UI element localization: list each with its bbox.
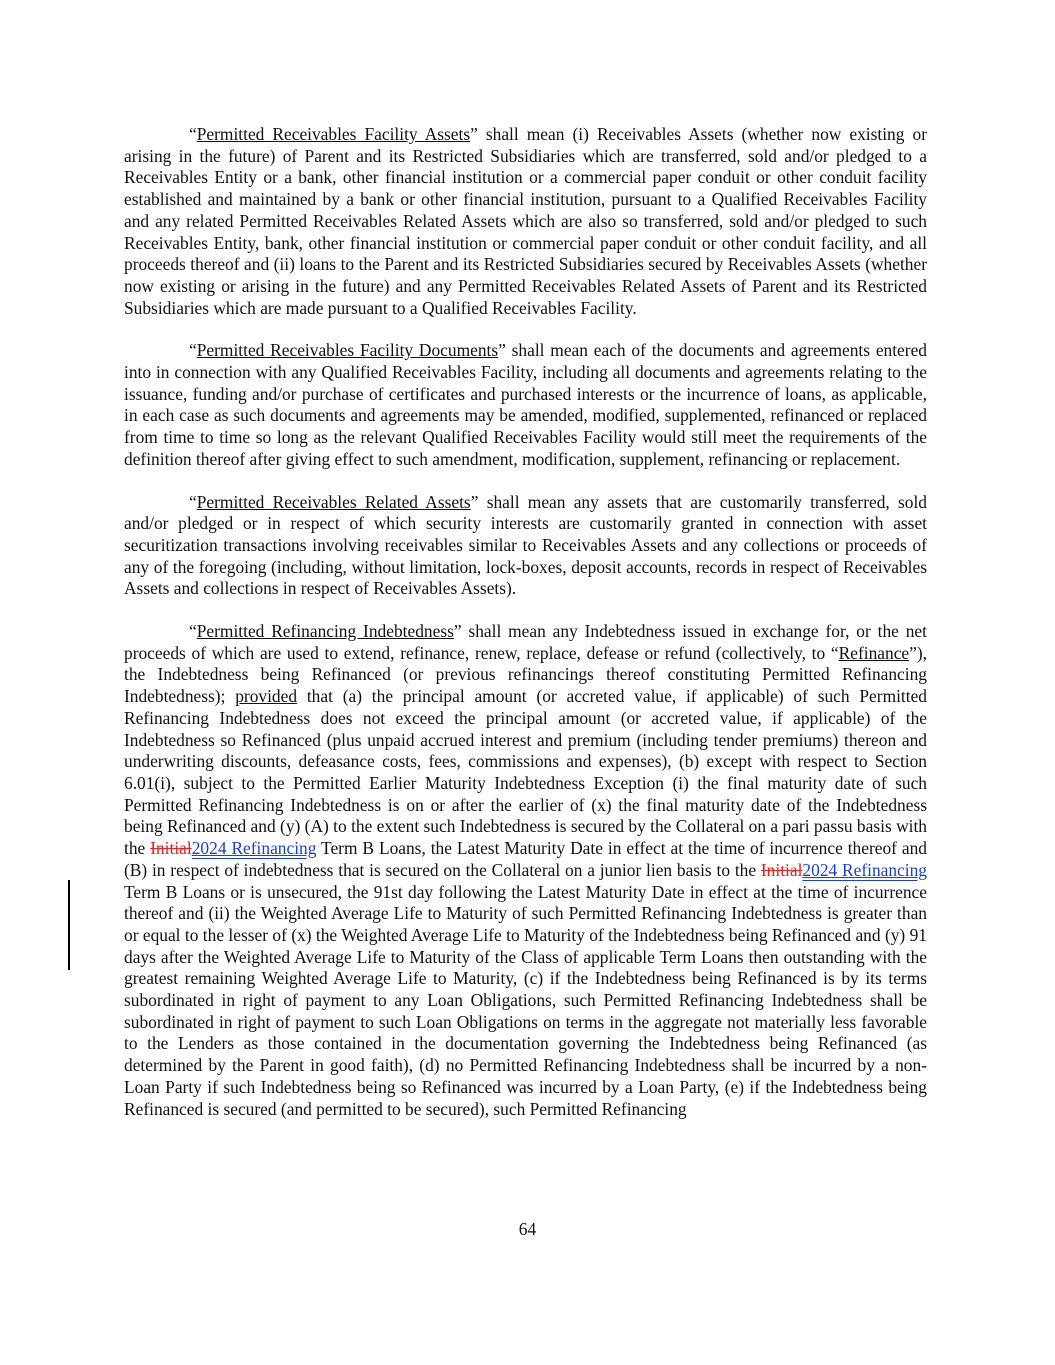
- deleted-text: Initial: [150, 838, 192, 859]
- defined-term: Permitted Receivables Facility Documents: [196, 340, 499, 361]
- defined-term: Permitted Receivables Related Assets: [196, 491, 471, 512]
- defined-term-refinance: Refinance: [838, 642, 910, 663]
- provided-term: provided: [235, 686, 298, 707]
- inserted-text: 2024 Refinancing: [191, 838, 317, 859]
- definition-paragraph-refinancing: [124, 621, 927, 1120]
- open-quote: “: [189, 124, 197, 144]
- open-quote: “: [189, 340, 197, 361]
- definition-text: ” shall mean (i) Receivables Assets (whether now existing or arising in the future) of Parent and its Restricted Subsidiaries which are transferred, sold and/or pledged to a Receivables Entity or a bank, other financial institution or a commercial paper conduit or other conduit facility established and maintained by a bank or other financial institution, pursuant to a Qualified Receivables Facility and any related Permitted Receivables Related Assets which are also so transferred, sold and/or pledged to such Receivables Entity, bank, other financial institution or commercial paper conduit or other conduit facility, and all proceeds thereof and (ii) loans to the Parent and its Restricted Subsidiaries secured by Receivables Assets (whether now existing or arising in the future) and any Permitted Receivables Related Assets of Parent and its Restricted Subsidiaries which are made pursuant to a Qualified Receivables Facility.: [124, 124, 927, 318]
- deleted-text: Initial: [760, 859, 803, 880]
- definition-text: ”), the Indebtedness being Refinanced (or previous refinancings thereof constituting Permitted Refinancing Indebtedness);: [124, 642, 927, 707]
- open-quote: “: [189, 621, 197, 642]
- definition-text: Term B Loans, the Latest Maturity Date in effect at the time of incurrence thereof and (B) in respect of indebtedness that is secured on the Collateral on a junior lien basis to the: [124, 838, 927, 880]
- revision-change-bar: [68, 880, 70, 970]
- defined-term: Permitted Refinancing Indebtedness: [196, 621, 454, 642]
- definition-text: Term B Loans or is unsecured, the 91st day following the Latest Maturity Date in effect at the time of incurrence thereof and (ii) the Weighted Average Life to Maturity of such Permitted Refinancing Indebtedness is greater than or equal to the lesser of (x) the Weighted Average Life to Maturity of the Indebtedness being Refinanced and (y) 91 days after the Weighted Average Life to Maturity of the Class of applicable Term Loans then outstanding with the greatest remaining Weighted Average Life to Maturity, (c) if the Indebtedness being Refinanced is by its terms subordinated in right of payment to any Loan Obligations, such Permitted Refinancing Indebtedness shall be subordinated in right of payment to such Loan Obligations on terms in the aggregate not materially less favorable to the Lenders as those contained in the documentation governing the Indebtedness being Refinanced (as determined by the Parent in good faith), (d) no Permitted Refinancing Indebtedness shall be incurred by a non-Loan Party if such Indebtedness being so Refinanced was incurred by a Loan Party, (e) if the Indebtedness being Refinanced is secured (and permitted to be secured), such Permitted Refinancing: [124, 881, 927, 1119]
- document-page-body: [124, 124, 927, 1120]
- definition-text: ” shall mean any assets that are customarily transferred, sold and/or pledged or in respect of which security interests are customarily granted in connection with asset securitization transactions involving receivables similar to Receivables Assets and any collections or proceeds of any of the foregoing (including, without limitation, lock-boxes, deposit accounts, records in respect of Receivables Assets and collections in respect of Receivables Assets).: [124, 491, 927, 599]
- definition-paragraph: [124, 340, 927, 470]
- page-number: 64: [518, 1219, 537, 1239]
- definition-text: ” shall mean each of the documents and agreements entered into in connection with any Qualified Receivables Facility, including all documents and agreements relating to the issuance, funding and/or purchase of certificates and purchased interests or the incurrence of loans, as applicable, in each case as such documents and agreements may be amended, modified, supplemented, refinanced or replaced from time to time so long as the relevant Qualified Receivables Facility would still meet the requirements of the definition thereof after giving effect to such amendment, modification, supplement, refinancing or replacement.: [124, 340, 927, 469]
- inserted-text: 2024 Refinancing: [802, 859, 927, 880]
- definition-paragraph: [124, 492, 927, 601]
- definition-paragraph: [124, 124, 927, 319]
- definition-text: ” shall mean any Indebtedness issued in exchange for, or the net proceeds of which are used to extend, refinance, renew, replace, defease or refund (collectively, to “: [124, 621, 927, 663]
- definition-text: that (a) the principal amount (or accreted value, if applicable) of such Permitted Refinancing Indebtedness does not exceed the principal amount (or accreted value, if applicable) of the Indebtedness so Refinanced (plus unpaid accrued interest and premium (including tender premiums) thereon and underwriting discounts, defeasance costs, fees, commissions and expenses), (b) except with respect to Section 6.01(i), subject to the Permitted Earlier Maturity Indebtedness Exception (i) the final maturity date of such Permitted Refinancing Indebtedness is on or after the earlier of (x) the final maturity date of the Indebtedness being Refinanced and (y) (A) to the extent such Indebtedness is secured by the Collateral on a pari passu basis with the: [124, 686, 928, 859]
- defined-term: Permitted Receivables Facility Assets: [196, 124, 471, 144]
- open-quote: “: [189, 491, 197, 512]
